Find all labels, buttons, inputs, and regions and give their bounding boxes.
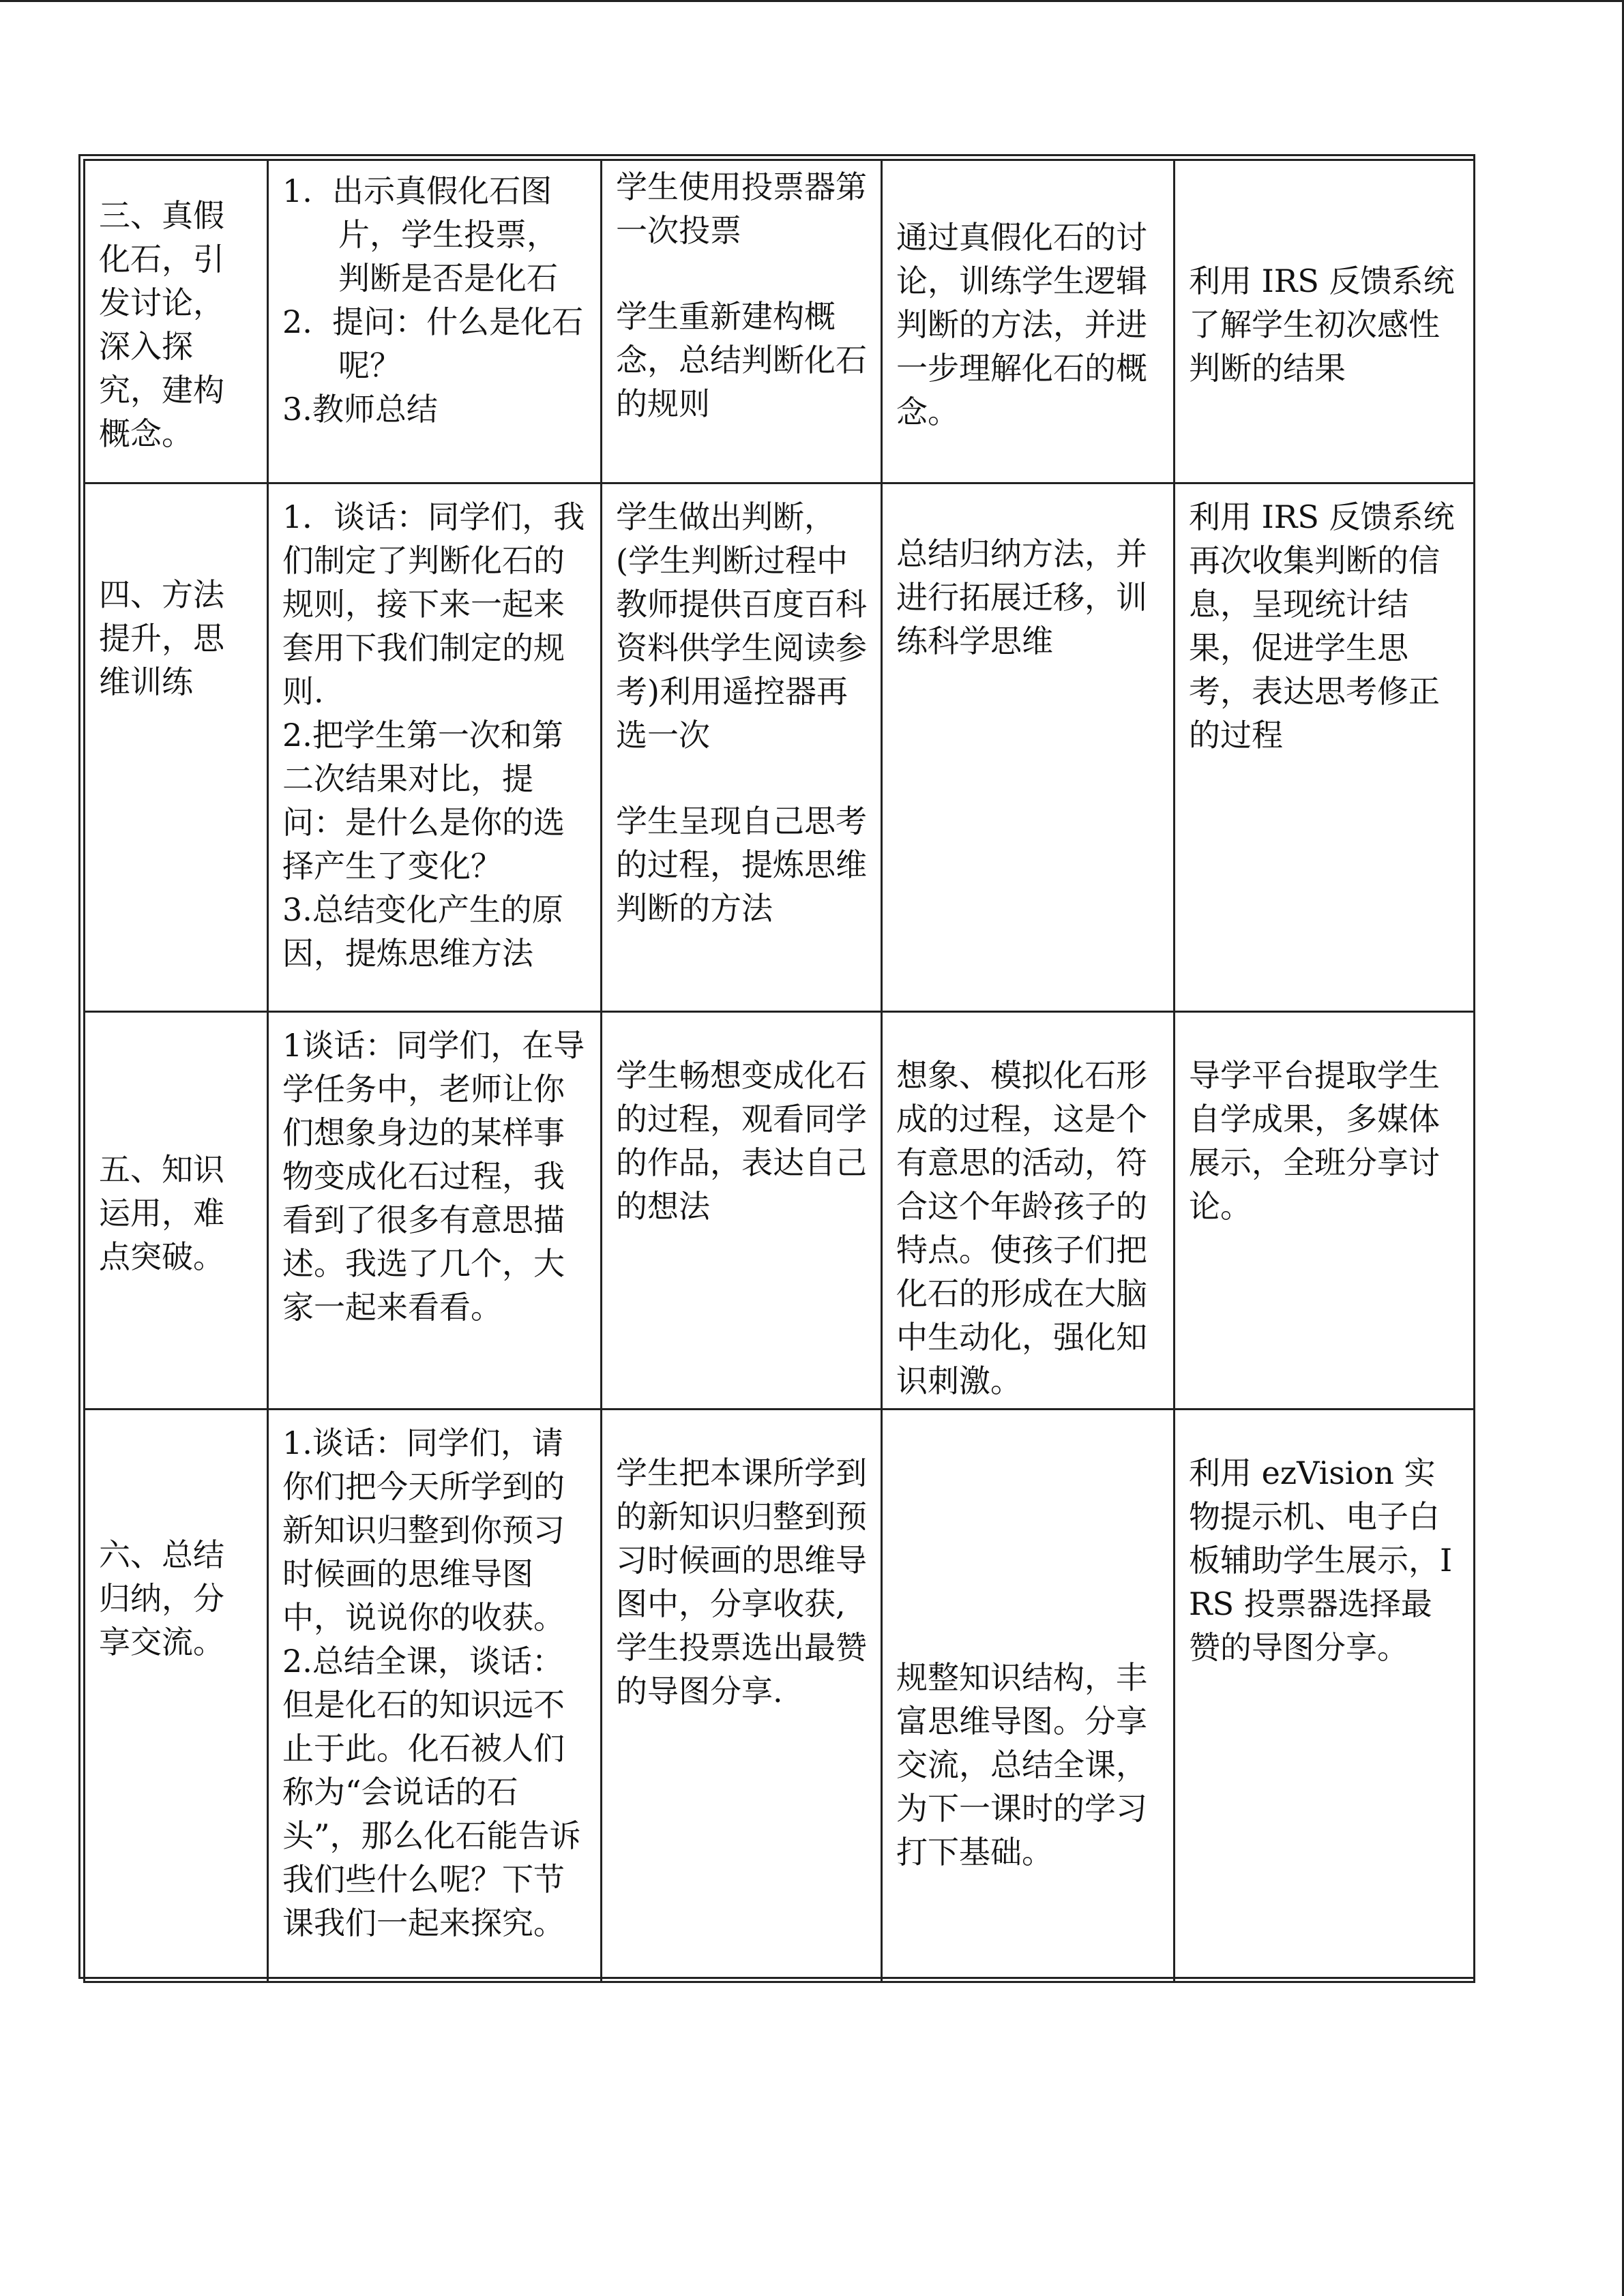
teacher-step: 3.教师总结 <box>282 391 438 428</box>
tech-application-cell: 导学平台提取学生自学成果，多媒体展示，全班分享讨论。 <box>1175 1012 1475 1410</box>
tech-application-cell: 利用 ezVision 实物提示机、电子白板辅助学生展示，IRS 投票器选择最赞的导图分享。 <box>1175 1410 1475 1982</box>
stage-cell: 五、知识运用，难点突破。 <box>85 1012 268 1410</box>
design-intent-cell: 规整知识结构，丰富思维导图。分享交流，总结全课，为下一课时的学习打下基础。 <box>882 1410 1175 1982</box>
teacher-step: 2.把学生第一次和第二次结果对比，提问：是什么是你的选择产生了变化？ <box>282 717 565 884</box>
student-activity-text: 学生使用投票器第一次投票 <box>616 168 867 249</box>
teacher-activity-cell <box>268 1410 602 1982</box>
design-intent-cell: 通过真假化石的讨论，训练学生逻辑判断的方法，并进一步理解化石的概念。 <box>882 160 1175 483</box>
teacher-activity-cell <box>268 160 602 483</box>
stage-cell: 六、总结归纳，分享交流。 <box>85 1410 268 1982</box>
design-intent-cell: 想象、模拟化石形成的过程，这是个有意思的活动，符合这个年龄孩子的特点。使孩子们把化石的形成在大脑中生动化，强化知识刺激。 <box>882 1012 1175 1410</box>
teacher-step: 1．谈话：同学们，我们制定了判断化石的规则，接下来一起来套用下我们制定的规则. <box>282 498 585 710</box>
teacher-step: 1.谈话：同学们，请你们把今天所学到的新知识归整到你预习时候画的思维导图中，说说你的收获。 <box>282 1425 565 1636</box>
student-activity-cell <box>602 483 882 1012</box>
teacher-step: 2.总结全课，谈话：但是化石的知识远不止于此。化石被人们称为“会说话的石头”，那么化石能告诉我们些什么呢？下节课我们一起来探究。 <box>282 1643 581 1941</box>
tech-application-cell: 利用 IRS 反馈系统了解学生初次感性判断的结果 <box>1175 160 1475 483</box>
teacher-step: 1. 出示真假化石图片，学生投票，判断是否是化石 <box>282 173 558 297</box>
stage-cell: 四、方法提升，思维训练 <box>85 483 268 1012</box>
lesson-plan-table-frame <box>78 154 1475 1979</box>
student-activity-cell: 学生把本课所学到的新知识归整到预习时候画的思维导图中，分享收获,学生投票选出最赞的导图分享. <box>602 1410 882 1982</box>
student-activity-text: 学生做出判断，(学生判断过程中教师提供百度百科资料供学生阅读参考)利用遥控器再选一次 <box>616 498 867 754</box>
lesson-plan-table <box>83 159 1475 1983</box>
tech-application-cell: 利用 IRS 反馈系统再次收集判断的信息，呈现统计结果，促进学生思考，表达思考修正的过程 <box>1175 483 1475 1012</box>
page-top-border <box>0 0 1624 2</box>
teacher-step: 3.总结变化产生的原因，提炼思维方法 <box>282 891 563 972</box>
teacher-activity-cell: 1谈话：同学们，在导学任务中，老师让你们想象身边的某样事物变成化石过程，我看到了很多有意思描述。我选了几个，大家一起来看看。 <box>268 1012 602 1410</box>
teacher-activity-cell <box>268 483 602 1012</box>
student-activity-cell <box>602 160 882 483</box>
table-row <box>85 1012 1475 1410</box>
table-row <box>85 483 1475 1012</box>
student-activity-text: 学生呈现自己思考的过程，提炼思维判断的方法 <box>616 803 867 927</box>
design-intent-cell: 总结归纳方法，并进行拓展迁移，训练科学思维 <box>882 483 1175 1012</box>
table-row <box>85 1410 1475 1982</box>
stage-cell: 三、真假化石，引发讨论，深入探究，建构概念。 <box>85 160 268 483</box>
table-row <box>85 160 1475 483</box>
teacher-step: 2. 提问：什么是化石呢？ <box>282 303 584 384</box>
student-activity-cell: 学生畅想变成化石的过程，观看同学的作品，表达自己的想法 <box>602 1012 882 1410</box>
student-activity-text: 学生重新建构概念，总结判断化石的规则 <box>616 298 867 422</box>
